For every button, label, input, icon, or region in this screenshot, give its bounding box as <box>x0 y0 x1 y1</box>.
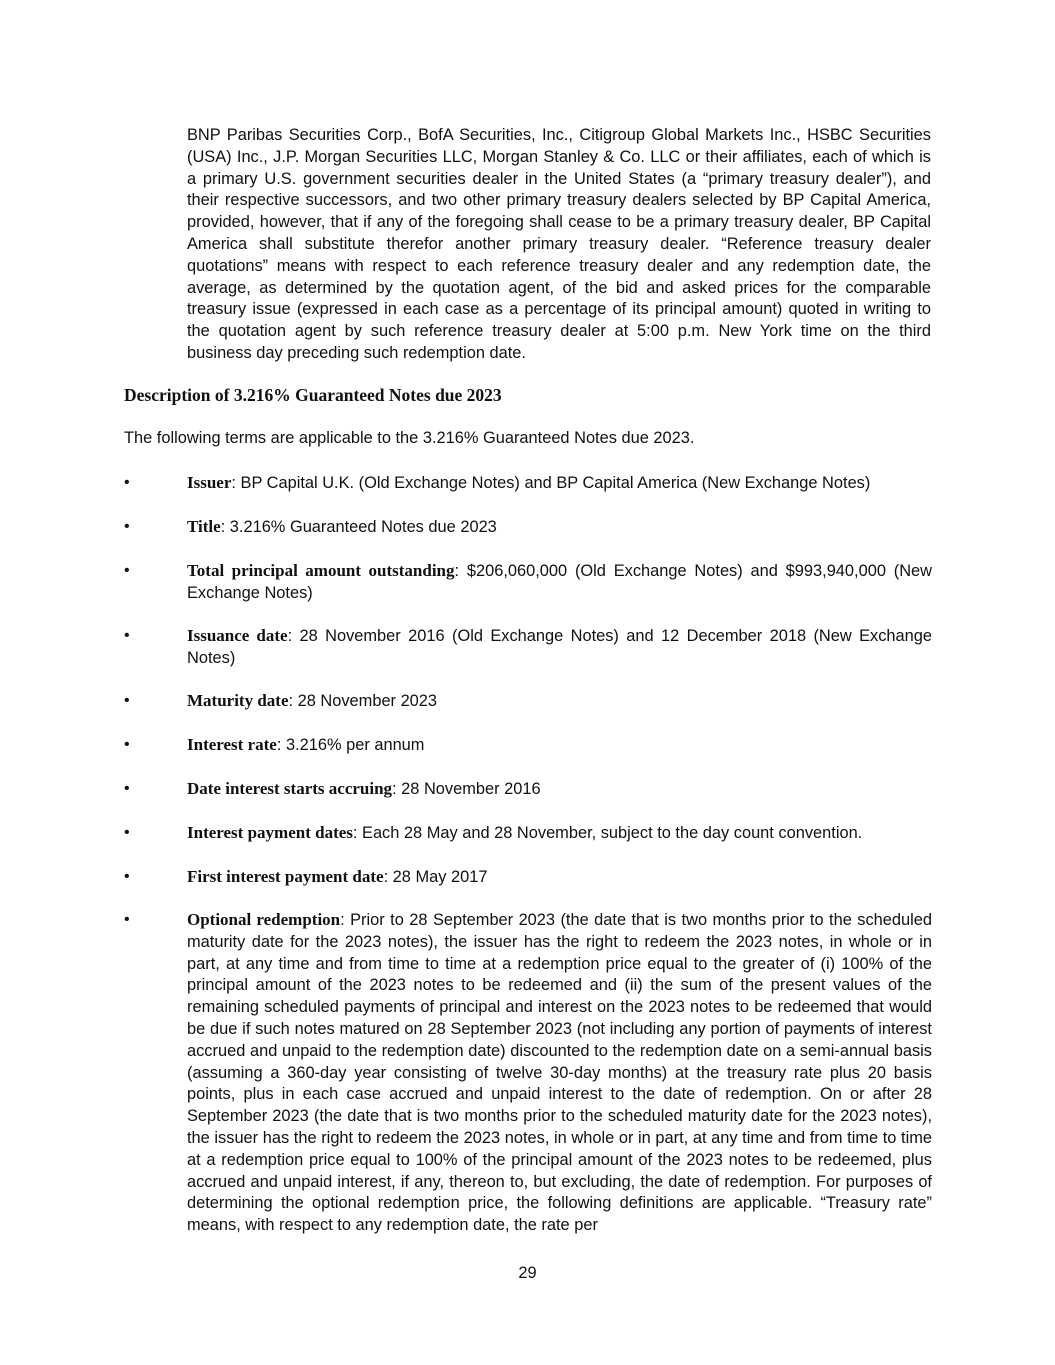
term-label: Interest payment dates <box>187 823 353 842</box>
bullet-icon: • <box>124 474 130 491</box>
term-label: Issuer <box>187 473 232 492</box>
term-optional-redemption <box>124 909 932 1237</box>
term-value: : 28 November 2016 (Old Exchange Notes) and 12 December 2018 (New Exchange Notes) <box>187 627 932 667</box>
term-label: Interest rate <box>187 735 277 754</box>
term-value: : 28 May 2017 <box>383 868 488 886</box>
term-label: Optional redemption <box>187 910 341 929</box>
section-intro: The following terms are applicable to the 3.216% Guaranteed Notes due 2023. <box>124 429 695 447</box>
term-interest-payment-dates <box>124 822 932 845</box>
term-value: : 28 November 2023 <box>288 692 438 710</box>
bullet-icon: • <box>124 911 130 928</box>
term-interest-rate <box>124 734 932 757</box>
continuation-paragraph: BNP Paribas Securities Corp., BofA Securities, Inc., Citigroup Global Markets Inc., HSBC Securities (USA) Inc., J.P. Morgan Securities LLC, Morgan Stanley & Co. LLC or their affiliates, each of which is a primary U.S. government securities dealer in the United States (a “primary treasury dealer”), and their respective successors, and two other primary treasury dealers selected by BP Capital America, provided, however, that if any of the foregoing shall cease to be a primary treasury dealer, BP Capital America shall substitute therefor another primary treasury dealer. “Reference treasury dealer quotations” means with respect to each reference treasury dealer and any redemption date, the average, as determined by the quotation agent, of the bid and asked prices for the comparable treasury issue (expressed in each case as a percentage of its principal amount) quoted in writing to the quotation agent by such reference treasury dealer at 5:00 p.m. New York time on the third business day preceding such redemption date. <box>187 126 931 362</box>
term-value: : 3.216% per annum <box>276 736 425 754</box>
bullet-icon: • <box>124 736 130 753</box>
page-number: 29 <box>518 1264 537 1282</box>
term-maturity-date <box>124 690 932 713</box>
term-first-payment-date <box>124 866 932 889</box>
term-value: : 3.216% Guaranteed Notes due 2023 <box>220 518 497 536</box>
term-title <box>124 516 932 539</box>
term-label: Title <box>187 517 221 536</box>
term-total-principal <box>124 560 932 605</box>
term-label: Maturity date <box>187 691 289 710</box>
term-value: : 28 November 2016 <box>392 780 541 798</box>
term-label: Issuance date <box>187 626 288 645</box>
bullet-icon: • <box>124 562 130 579</box>
term-label: First interest payment date <box>187 867 384 886</box>
term-label: Date interest starts accruing <box>187 779 393 798</box>
term-interest-start <box>124 778 932 801</box>
term-label: Total principal amount outstanding <box>187 561 455 580</box>
bullet-icon: • <box>124 868 130 885</box>
bullet-icon: • <box>124 780 130 797</box>
term-value: : $206,060,000 (Old Exchange Notes) and $993,940,000 (New Exchange Notes) <box>187 562 932 602</box>
bullet-icon: • <box>124 627 130 644</box>
section-heading: Description of 3.216% Guaranteed Notes due 2023 <box>124 385 502 405</box>
term-value: : Prior to 28 September 2023 (the date that is two months prior to the scheduled maturity date for the 2023 notes), the issuer has the right to redeem the 2023 notes, in whole or in part, at any time and from time to time at a redemption price equal to the greater of (i) 100% of the principal amount of the 2023 notes to be redeemed and (ii) the sum of the present values of the remaining scheduled payments of principal and interest on the 2023 notes to be redeemed that would be due if such notes matured on 28 September 2023 (not including any portion of payments of interest accrued and unpaid to the redemption date) discounted to the redemption date on a semi-annual basis (assuming a 360-day year consisting of twelve 30-day months) at the treasury rate plus 20 basis points, plus in each case accrued and unpaid interest to the date of redemption. On or after 28 September 2023 (the date that is two months prior to the scheduled maturity date for the 2023 notes), the issuer has the right to redeem the 2023 notes, in whole or in part, at any time and from time to time at a redemption price equal to 100% of the principal amount of the 2023 notes to be redeemed, plus accrued and unpaid interest, if any, thereon to, but excluding, the date of redemption. For purposes of determining the optional redemption price, the following definitions are applicable. “Treasury rate” means, with respect to any redemption date, the rate per <box>187 911 932 1235</box>
bullet-icon: • <box>124 692 130 709</box>
term-issuer <box>124 472 932 495</box>
term-value: : BP Capital U.K. (Old Exchange Notes) and BP Capital America (New Exchange Notes) <box>231 474 871 492</box>
bullet-icon: • <box>124 518 130 535</box>
bullet-icon: • <box>124 824 130 841</box>
term-value: : Each 28 May and 28 November, subject to the day count convention. <box>352 824 863 842</box>
term-issuance-date <box>124 625 932 670</box>
